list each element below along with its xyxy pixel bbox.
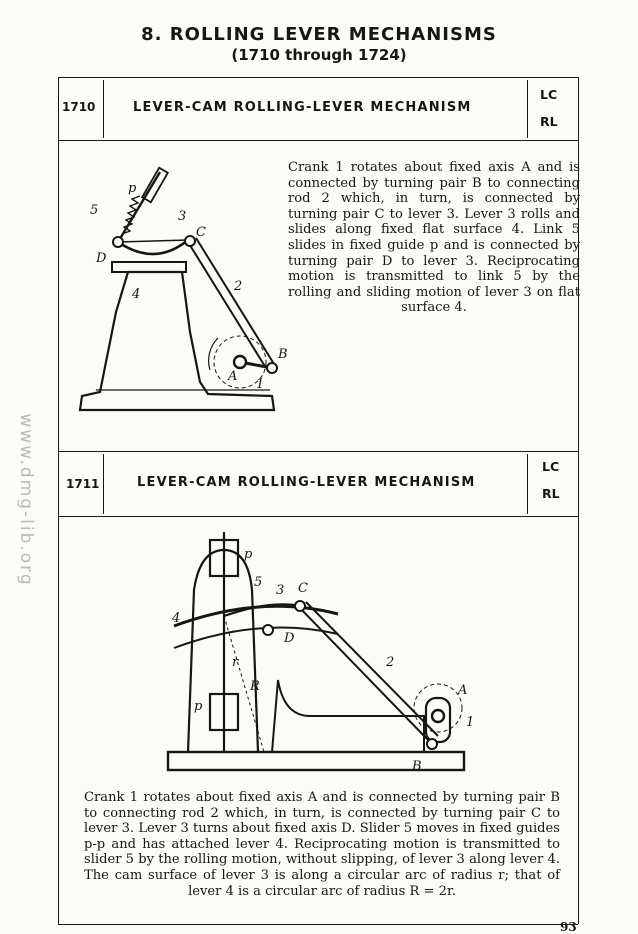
label-p: p [128,181,137,196]
entry-1711-description: Crank 1 rotates about fixed axis A and is connected by turning pair B to connecting rod 2 which, in turn, is connected by turning pair C to lever 3. Lever 3 turns about fixed axis D. Slider 5 moves in fixed guides p-p and has attached lever 4. Reciprocating motion is transmitted to slider 5 by the rolling motion, without slipping, of lever 3 along lever 4. The cam surface of lever 3 is along a circular arc of radius r; that of lever 4 is a circular arc of radius R = 2r. [84,790,560,899]
entry-1711-code-bottom: RL [542,486,560,501]
link-5 [118,172,160,242]
label-p-bottom: p [194,699,203,714]
rotation-arrow [209,338,218,370]
label-3: 3 [276,583,285,598]
label-1: 1 [466,715,475,730]
label-r: r [232,655,239,670]
label-C: C [298,581,308,596]
label-3: 3 [178,209,187,224]
page-number: 93 [560,920,577,934]
lever-4-lower [174,628,338,648]
label-1: 1 [256,377,265,392]
frame-arm [272,680,424,752]
label-4: 4 [172,611,181,626]
frame-outline [80,272,274,410]
crank-path [414,684,462,732]
joint-D [113,237,123,247]
label-4: 4 [132,287,141,302]
entry-1710-title: LEVER-CAM ROLLING-LEVER MECHANISM [133,100,472,115]
label-D: D [284,631,295,646]
entry-1711-bottom-rule [58,924,578,925]
label-2: 2 [234,279,243,294]
entry-1710-code-bottom: RL [540,114,558,129]
entry-1711-diagram [160,530,480,780]
entry-1710-number: 1710 [62,100,96,114]
entry-1711-number-divider [103,454,104,514]
joint-B [427,739,437,749]
entry-1711-left-border [58,451,59,924]
entry-1710-top-rule [58,77,578,78]
connecting-rod-2 [298,606,430,742]
label-C: C [196,225,206,240]
entry-1711-number: 1711 [66,477,100,491]
label-5: 5 [254,575,263,590]
entry-1710-header-rule [58,140,578,141]
connecting-rod-2b [196,238,274,364]
lever-3-top [118,240,188,242]
entry-1711-right-border [578,451,579,924]
label-B: B [412,759,422,774]
connecting-rod-2 [188,242,266,368]
label-A: A [228,369,238,384]
entry-1711-code-divider [527,454,528,514]
label-R: R [250,679,260,694]
chapter-range: (1710 through 1724) [231,46,407,64]
entry-1711-top-rule [58,451,578,452]
joint-B [267,363,277,373]
watermark-text: www.dmg-lib.org [16,413,36,587]
entry-1710-description: Crank 1 rotates about fixed axis A and is connected by turning pair B to connecting rod 2 which, in turn, is connected by turning pair C to lever 3. Lever 3 rolls and slides along fixed flat surface 4. Link 5 slides in fixed guide p and is connected by turning pair D to lever 3. Reciprocating motion is transmitted to link 5 by the rolling and sliding motion of lever 3 on flat surface 4. [288,160,580,316]
axis-D [263,625,273,635]
joint-C [185,236,195,246]
spring [122,196,140,234]
joint-C [295,601,305,611]
entry-1711-code-top: LC [542,459,560,474]
axis-A [234,356,246,368]
label-5: 5 [90,203,99,218]
label-2: 2 [386,655,395,670]
label-B: B [278,347,288,362]
entry-1710-diagram [60,142,290,420]
entry-1710-number-divider [103,80,104,138]
label-D: D [96,251,107,266]
entry-1711-header-rule [58,516,578,517]
chapter-title: 8. ROLLING LEVER MECHANISMS [141,24,497,45]
entry-1710-left-border [58,77,59,451]
entry-1710-code-top: LC [540,87,558,102]
label-p-top: p [244,547,253,562]
watermark [6,380,46,620]
entry-1711-title: LEVER-CAM ROLLING-LEVER MECHANISM [137,475,476,490]
entry-1710-code-divider [527,80,528,138]
label-A: A [458,683,468,698]
axis-A [432,710,444,722]
flat-surface-4 [112,262,186,272]
